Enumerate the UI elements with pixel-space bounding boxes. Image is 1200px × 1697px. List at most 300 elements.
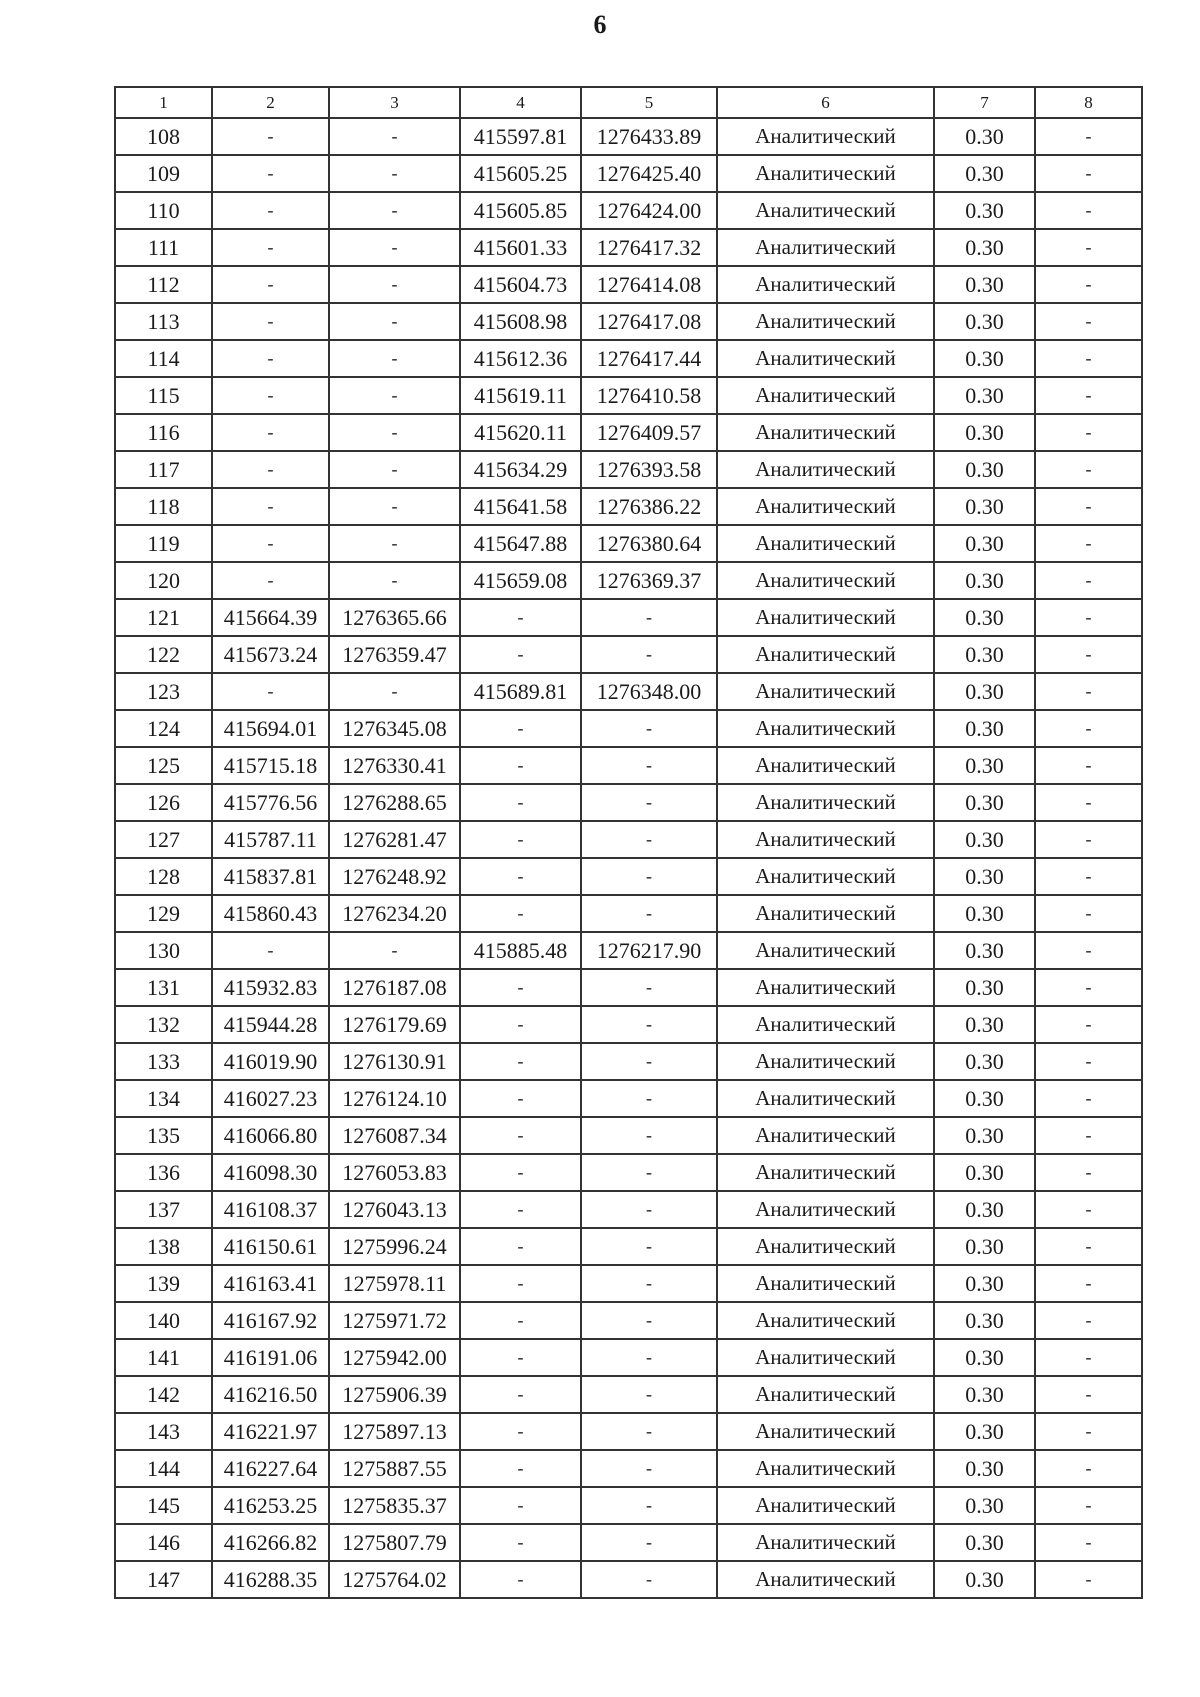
cell-method: Аналитический bbox=[717, 118, 934, 155]
cell-accuracy: 0.30 bbox=[934, 1080, 1035, 1117]
cell-method: Аналитический bbox=[717, 932, 934, 969]
column-header-8: 8 bbox=[1035, 87, 1142, 118]
cell-col-8: - bbox=[1035, 1413, 1142, 1450]
cell-col-4: - bbox=[460, 1080, 581, 1117]
cell-col-4: - bbox=[460, 1191, 581, 1228]
cell-accuracy: 0.30 bbox=[934, 821, 1035, 858]
table-row bbox=[115, 710, 1142, 747]
cell-col-2: 416288.35 bbox=[212, 1561, 329, 1598]
cell-point-number: 114 bbox=[115, 340, 212, 377]
cell-col-5: 1276393.58 bbox=[581, 451, 717, 488]
cell-col-8: - bbox=[1035, 414, 1142, 451]
cell-col-3: 1276330.41 bbox=[329, 747, 460, 784]
table-row bbox=[115, 821, 1142, 858]
cell-col-4: - bbox=[460, 710, 581, 747]
cell-accuracy: 0.30 bbox=[934, 1487, 1035, 1524]
cell-col-3: - bbox=[329, 488, 460, 525]
cell-col-4: - bbox=[460, 1043, 581, 1080]
cell-col-8: - bbox=[1035, 1080, 1142, 1117]
table-row bbox=[115, 1154, 1142, 1191]
cell-col-2: 416253.25 bbox=[212, 1487, 329, 1524]
cell-point-number: 145 bbox=[115, 1487, 212, 1524]
table-row bbox=[115, 1080, 1142, 1117]
cell-accuracy: 0.30 bbox=[934, 1265, 1035, 1302]
cell-col-5: 1276348.00 bbox=[581, 673, 717, 710]
cell-method: Аналитический bbox=[717, 636, 934, 673]
cell-col-4: - bbox=[460, 1487, 581, 1524]
cell-col-5: 1276386.22 bbox=[581, 488, 717, 525]
cell-col-3: 1276281.47 bbox=[329, 821, 460, 858]
table-row bbox=[115, 895, 1142, 932]
cell-col-3: 1276365.66 bbox=[329, 599, 460, 636]
cell-col-8: - bbox=[1035, 1487, 1142, 1524]
table-body bbox=[115, 118, 1142, 1598]
table-row bbox=[115, 747, 1142, 784]
cell-method: Аналитический bbox=[717, 1302, 934, 1339]
table-row bbox=[115, 1302, 1142, 1339]
column-header-5: 5 bbox=[581, 87, 717, 118]
cell-col-4: - bbox=[460, 599, 581, 636]
table-row bbox=[115, 118, 1142, 155]
cell-method: Аналитический bbox=[717, 562, 934, 599]
cell-col-2: - bbox=[212, 414, 329, 451]
cell-method: Аналитический bbox=[717, 229, 934, 266]
table-row bbox=[115, 1043, 1142, 1080]
cell-col-3: 1276179.69 bbox=[329, 1006, 460, 1043]
cell-col-3: - bbox=[329, 562, 460, 599]
cell-col-2: 416221.97 bbox=[212, 1413, 329, 1450]
cell-point-number: 131 bbox=[115, 969, 212, 1006]
cell-accuracy: 0.30 bbox=[934, 377, 1035, 414]
cell-col-4: 415605.25 bbox=[460, 155, 581, 192]
cell-method: Аналитический bbox=[717, 340, 934, 377]
cell-accuracy: 0.30 bbox=[934, 1117, 1035, 1154]
cell-point-number: 125 bbox=[115, 747, 212, 784]
cell-method: Аналитический bbox=[717, 1228, 934, 1265]
cell-point-number: 133 bbox=[115, 1043, 212, 1080]
cell-col-3: - bbox=[329, 525, 460, 562]
cell-point-number: 139 bbox=[115, 1265, 212, 1302]
cell-col-4: - bbox=[460, 1339, 581, 1376]
cell-method: Аналитический bbox=[717, 1006, 934, 1043]
cell-col-5: - bbox=[581, 599, 717, 636]
cell-col-2: 415694.01 bbox=[212, 710, 329, 747]
column-header-4: 4 bbox=[460, 87, 581, 118]
cell-col-3: - bbox=[329, 303, 460, 340]
table-row bbox=[115, 1413, 1142, 1450]
cell-col-8: - bbox=[1035, 562, 1142, 599]
cell-col-8: - bbox=[1035, 858, 1142, 895]
cell-method: Аналитический bbox=[717, 599, 934, 636]
cell-point-number: 129 bbox=[115, 895, 212, 932]
cell-point-number: 115 bbox=[115, 377, 212, 414]
cell-col-2: - bbox=[212, 673, 329, 710]
cell-col-5: - bbox=[581, 1524, 717, 1561]
cell-col-8: - bbox=[1035, 1265, 1142, 1302]
cell-col-5: - bbox=[581, 1413, 717, 1450]
cell-accuracy: 0.30 bbox=[934, 155, 1035, 192]
cell-col-8: - bbox=[1035, 969, 1142, 1006]
cell-col-2: 416167.92 bbox=[212, 1302, 329, 1339]
cell-col-2: - bbox=[212, 525, 329, 562]
cell-col-3: - bbox=[329, 451, 460, 488]
cell-accuracy: 0.30 bbox=[934, 1524, 1035, 1561]
cell-point-number: 126 bbox=[115, 784, 212, 821]
cell-accuracy: 0.30 bbox=[934, 1413, 1035, 1450]
cell-col-8: - bbox=[1035, 710, 1142, 747]
cell-accuracy: 0.30 bbox=[934, 1228, 1035, 1265]
cell-col-5: 1276414.08 bbox=[581, 266, 717, 303]
cell-col-4: - bbox=[460, 747, 581, 784]
cell-col-4: 415597.81 bbox=[460, 118, 581, 155]
cell-col-3: - bbox=[329, 932, 460, 969]
cell-col-4: 415612.36 bbox=[460, 340, 581, 377]
cell-col-3: - bbox=[329, 377, 460, 414]
cell-col-5: - bbox=[581, 636, 717, 673]
table-row bbox=[115, 673, 1142, 710]
cell-point-number: 142 bbox=[115, 1376, 212, 1413]
cell-col-2: 416266.82 bbox=[212, 1524, 329, 1561]
table-row bbox=[115, 1191, 1142, 1228]
cell-col-5: - bbox=[581, 1117, 717, 1154]
cell-col-5: 1276409.57 bbox=[581, 414, 717, 451]
cell-point-number: 140 bbox=[115, 1302, 212, 1339]
cell-col-8: - bbox=[1035, 1302, 1142, 1339]
cell-method: Аналитический bbox=[717, 821, 934, 858]
cell-method: Аналитический bbox=[717, 1117, 934, 1154]
cell-method: Аналитический bbox=[717, 414, 934, 451]
table-row bbox=[115, 1006, 1142, 1043]
cell-col-3: 1275835.37 bbox=[329, 1487, 460, 1524]
table-row bbox=[115, 1228, 1142, 1265]
table-row bbox=[115, 451, 1142, 488]
cell-col-3: 1276043.13 bbox=[329, 1191, 460, 1228]
cell-method: Аналитический bbox=[717, 155, 934, 192]
cell-point-number: 138 bbox=[115, 1228, 212, 1265]
cell-col-3: 1276359.47 bbox=[329, 636, 460, 673]
cell-accuracy: 0.30 bbox=[934, 266, 1035, 303]
cell-col-2: - bbox=[212, 377, 329, 414]
cell-col-2: - bbox=[212, 340, 329, 377]
cell-col-2: 415944.28 bbox=[212, 1006, 329, 1043]
cell-point-number: 127 bbox=[115, 821, 212, 858]
cell-accuracy: 0.30 bbox=[934, 451, 1035, 488]
cell-col-8: - bbox=[1035, 1561, 1142, 1598]
cell-col-8: - bbox=[1035, 1376, 1142, 1413]
cell-col-2: - bbox=[212, 118, 329, 155]
cell-col-5: - bbox=[581, 895, 717, 932]
cell-col-5: - bbox=[581, 858, 717, 895]
column-header-2: 2 bbox=[212, 87, 329, 118]
cell-col-5: - bbox=[581, 1043, 717, 1080]
cell-method: Аналитический bbox=[717, 1413, 934, 1450]
cell-method: Аналитический bbox=[717, 1339, 934, 1376]
cell-col-4: - bbox=[460, 969, 581, 1006]
cell-col-3: 1276124.10 bbox=[329, 1080, 460, 1117]
cell-col-2: 415776.56 bbox=[212, 784, 329, 821]
cell-point-number: 112 bbox=[115, 266, 212, 303]
cell-accuracy: 0.30 bbox=[934, 636, 1035, 673]
page-number: 6 bbox=[593, 10, 607, 39]
cell-col-2: - bbox=[212, 488, 329, 525]
cell-col-5: 1276433.89 bbox=[581, 118, 717, 155]
cell-col-5: - bbox=[581, 1228, 717, 1265]
cell-col-4: - bbox=[460, 1117, 581, 1154]
cell-accuracy: 0.30 bbox=[934, 562, 1035, 599]
cell-col-3: 1276248.92 bbox=[329, 858, 460, 895]
coordinates-table bbox=[114, 86, 1143, 1599]
table-row bbox=[115, 377, 1142, 414]
column-header-6: 6 bbox=[717, 87, 934, 118]
cell-method: Аналитический bbox=[717, 1524, 934, 1561]
cell-col-2: 416066.80 bbox=[212, 1117, 329, 1154]
cell-col-4: 415659.08 bbox=[460, 562, 581, 599]
cell-col-4: 415689.81 bbox=[460, 673, 581, 710]
cell-col-2: - bbox=[212, 303, 329, 340]
table-row bbox=[115, 1487, 1142, 1524]
table-row bbox=[115, 562, 1142, 599]
cell-col-2: 415787.11 bbox=[212, 821, 329, 858]
cell-col-3: 1276087.34 bbox=[329, 1117, 460, 1154]
cell-point-number: 110 bbox=[115, 192, 212, 229]
cell-col-2: 416150.61 bbox=[212, 1228, 329, 1265]
cell-col-2: 416027.23 bbox=[212, 1080, 329, 1117]
cell-col-5: 1276417.08 bbox=[581, 303, 717, 340]
cell-col-2: - bbox=[212, 192, 329, 229]
cell-col-4: - bbox=[460, 1450, 581, 1487]
cell-col-3: 1276288.65 bbox=[329, 784, 460, 821]
table-row bbox=[115, 599, 1142, 636]
cell-col-8: - bbox=[1035, 118, 1142, 155]
table-row bbox=[115, 636, 1142, 673]
cell-col-8: - bbox=[1035, 636, 1142, 673]
cell-accuracy: 0.30 bbox=[934, 747, 1035, 784]
cell-point-number: 134 bbox=[115, 1080, 212, 1117]
column-header-7: 7 bbox=[934, 87, 1035, 118]
cell-col-8: - bbox=[1035, 229, 1142, 266]
cell-method: Аналитический bbox=[717, 858, 934, 895]
cell-col-8: - bbox=[1035, 895, 1142, 932]
cell-point-number: 120 bbox=[115, 562, 212, 599]
cell-col-3: 1275807.79 bbox=[329, 1524, 460, 1561]
cell-col-5: - bbox=[581, 1006, 717, 1043]
table-row bbox=[115, 1117, 1142, 1154]
cell-col-5: 1276380.64 bbox=[581, 525, 717, 562]
cell-accuracy: 0.30 bbox=[934, 525, 1035, 562]
cell-method: Аналитический bbox=[717, 1154, 934, 1191]
cell-accuracy: 0.30 bbox=[934, 1154, 1035, 1191]
table-row bbox=[115, 969, 1142, 1006]
cell-accuracy: 0.30 bbox=[934, 932, 1035, 969]
cell-col-8: - bbox=[1035, 340, 1142, 377]
cell-col-5: - bbox=[581, 1561, 717, 1598]
cell-col-2: 416098.30 bbox=[212, 1154, 329, 1191]
cell-method: Аналитический bbox=[717, 1561, 934, 1598]
cell-col-8: - bbox=[1035, 747, 1142, 784]
cell-col-2: 415664.39 bbox=[212, 599, 329, 636]
cell-col-3: - bbox=[329, 673, 460, 710]
cell-accuracy: 0.30 bbox=[934, 229, 1035, 266]
cell-col-5: - bbox=[581, 710, 717, 747]
cell-col-3: 1276053.83 bbox=[329, 1154, 460, 1191]
cell-point-number: 119 bbox=[115, 525, 212, 562]
cell-col-4: - bbox=[460, 1413, 581, 1450]
cell-col-8: - bbox=[1035, 1450, 1142, 1487]
cell-accuracy: 0.30 bbox=[934, 488, 1035, 525]
cell-col-3: 1276187.08 bbox=[329, 969, 460, 1006]
cell-accuracy: 0.30 bbox=[934, 673, 1035, 710]
cell-point-number: 113 bbox=[115, 303, 212, 340]
cell-accuracy: 0.30 bbox=[934, 784, 1035, 821]
cell-col-3: 1275971.72 bbox=[329, 1302, 460, 1339]
cell-accuracy: 0.30 bbox=[934, 1302, 1035, 1339]
cell-col-3: 1275978.11 bbox=[329, 1265, 460, 1302]
cell-col-4: - bbox=[460, 1376, 581, 1413]
table-row bbox=[115, 1376, 1142, 1413]
cell-method: Аналитический bbox=[717, 192, 934, 229]
cell-point-number: 116 bbox=[115, 414, 212, 451]
cell-col-4: - bbox=[460, 858, 581, 895]
cell-col-4: 415647.88 bbox=[460, 525, 581, 562]
cell-col-8: - bbox=[1035, 784, 1142, 821]
cell-col-4: - bbox=[460, 1561, 581, 1598]
cell-col-8: - bbox=[1035, 673, 1142, 710]
table-row bbox=[115, 1265, 1142, 1302]
cell-col-2: 416216.50 bbox=[212, 1376, 329, 1413]
table-row bbox=[115, 266, 1142, 303]
cell-point-number: 128 bbox=[115, 858, 212, 895]
cell-col-5: - bbox=[581, 1487, 717, 1524]
cell-method: Аналитический bbox=[717, 377, 934, 414]
cell-point-number: 143 bbox=[115, 1413, 212, 1450]
cell-col-3: - bbox=[329, 340, 460, 377]
cell-col-8: - bbox=[1035, 377, 1142, 414]
cell-col-5: - bbox=[581, 1265, 717, 1302]
cell-col-5: - bbox=[581, 1450, 717, 1487]
cell-col-2: 416163.41 bbox=[212, 1265, 329, 1302]
cell-method: Аналитический bbox=[717, 969, 934, 1006]
cell-col-8: - bbox=[1035, 488, 1142, 525]
table-row bbox=[115, 488, 1142, 525]
cell-col-4: 415601.33 bbox=[460, 229, 581, 266]
cell-point-number: 137 bbox=[115, 1191, 212, 1228]
cell-col-5: - bbox=[581, 1154, 717, 1191]
cell-point-number: 130 bbox=[115, 932, 212, 969]
cell-col-4: - bbox=[460, 1228, 581, 1265]
table-row bbox=[115, 414, 1142, 451]
cell-col-4: - bbox=[460, 1154, 581, 1191]
table-row bbox=[115, 1524, 1142, 1561]
cell-method: Аналитический bbox=[717, 303, 934, 340]
table-row bbox=[115, 1339, 1142, 1376]
cell-method: Аналитический bbox=[717, 673, 934, 710]
cell-col-2: - bbox=[212, 932, 329, 969]
cell-accuracy: 0.30 bbox=[934, 303, 1035, 340]
table-row bbox=[115, 932, 1142, 969]
cell-col-8: - bbox=[1035, 525, 1142, 562]
cell-col-8: - bbox=[1035, 1117, 1142, 1154]
cell-col-3: - bbox=[329, 229, 460, 266]
cell-accuracy: 0.30 bbox=[934, 1376, 1035, 1413]
cell-accuracy: 0.30 bbox=[934, 414, 1035, 451]
column-header-1: 1 bbox=[115, 87, 212, 118]
cell-accuracy: 0.30 bbox=[934, 969, 1035, 1006]
cell-col-2: 416191.06 bbox=[212, 1339, 329, 1376]
cell-col-8: - bbox=[1035, 1339, 1142, 1376]
cell-col-4: - bbox=[460, 895, 581, 932]
cell-col-8: - bbox=[1035, 821, 1142, 858]
cell-col-5: 1276410.58 bbox=[581, 377, 717, 414]
cell-col-5: 1276417.32 bbox=[581, 229, 717, 266]
cell-col-8: - bbox=[1035, 1154, 1142, 1191]
cell-point-number: 132 bbox=[115, 1006, 212, 1043]
cell-accuracy: 0.30 bbox=[934, 599, 1035, 636]
cell-method: Аналитический bbox=[717, 1080, 934, 1117]
cell-col-3: - bbox=[329, 266, 460, 303]
cell-accuracy: 0.30 bbox=[934, 118, 1035, 155]
cell-col-5: - bbox=[581, 1302, 717, 1339]
cell-method: Аналитический bbox=[717, 525, 934, 562]
cell-col-8: - bbox=[1035, 451, 1142, 488]
cell-col-3: 1275764.02 bbox=[329, 1561, 460, 1598]
cell-col-4: 415605.85 bbox=[460, 192, 581, 229]
cell-col-8: - bbox=[1035, 599, 1142, 636]
cell-col-5: - bbox=[581, 1376, 717, 1413]
cell-accuracy: 0.30 bbox=[934, 1043, 1035, 1080]
cell-col-8: - bbox=[1035, 1524, 1142, 1561]
cell-point-number: 122 bbox=[115, 636, 212, 673]
table-row bbox=[115, 229, 1142, 266]
table-header bbox=[115, 87, 1142, 118]
cell-col-8: - bbox=[1035, 932, 1142, 969]
cell-method: Аналитический bbox=[717, 895, 934, 932]
cell-col-3: 1275897.13 bbox=[329, 1413, 460, 1450]
cell-point-number: 108 bbox=[115, 118, 212, 155]
cell-col-8: - bbox=[1035, 155, 1142, 192]
cell-accuracy: 0.30 bbox=[934, 192, 1035, 229]
cell-col-3: 1275942.00 bbox=[329, 1339, 460, 1376]
cell-point-number: 135 bbox=[115, 1117, 212, 1154]
cell-method: Аналитический bbox=[717, 1450, 934, 1487]
cell-col-8: - bbox=[1035, 303, 1142, 340]
cell-accuracy: 0.30 bbox=[934, 1339, 1035, 1376]
cell-col-4: - bbox=[460, 1265, 581, 1302]
cell-method: Аналитический bbox=[717, 1191, 934, 1228]
cell-col-4: 415619.11 bbox=[460, 377, 581, 414]
cell-col-8: - bbox=[1035, 266, 1142, 303]
cell-col-5: - bbox=[581, 747, 717, 784]
cell-col-4: 415641.58 bbox=[460, 488, 581, 525]
cell-col-2: - bbox=[212, 266, 329, 303]
cell-point-number: 144 bbox=[115, 1450, 212, 1487]
cell-col-4: 415634.29 bbox=[460, 451, 581, 488]
cell-col-2: 416019.90 bbox=[212, 1043, 329, 1080]
cell-col-2: - bbox=[212, 562, 329, 599]
cell-col-4: 415620.11 bbox=[460, 414, 581, 451]
table-row bbox=[115, 1561, 1142, 1598]
cell-col-4: 415604.73 bbox=[460, 266, 581, 303]
cell-col-5: - bbox=[581, 784, 717, 821]
cell-col-2: - bbox=[212, 451, 329, 488]
cell-col-5: 1276425.40 bbox=[581, 155, 717, 192]
cell-method: Аналитический bbox=[717, 266, 934, 303]
cell-col-5: 1276217.90 bbox=[581, 932, 717, 969]
cell-point-number: 124 bbox=[115, 710, 212, 747]
cell-method: Аналитический bbox=[717, 451, 934, 488]
cell-col-2: 416227.64 bbox=[212, 1450, 329, 1487]
cell-accuracy: 0.30 bbox=[934, 895, 1035, 932]
cell-col-2: 415673.24 bbox=[212, 636, 329, 673]
